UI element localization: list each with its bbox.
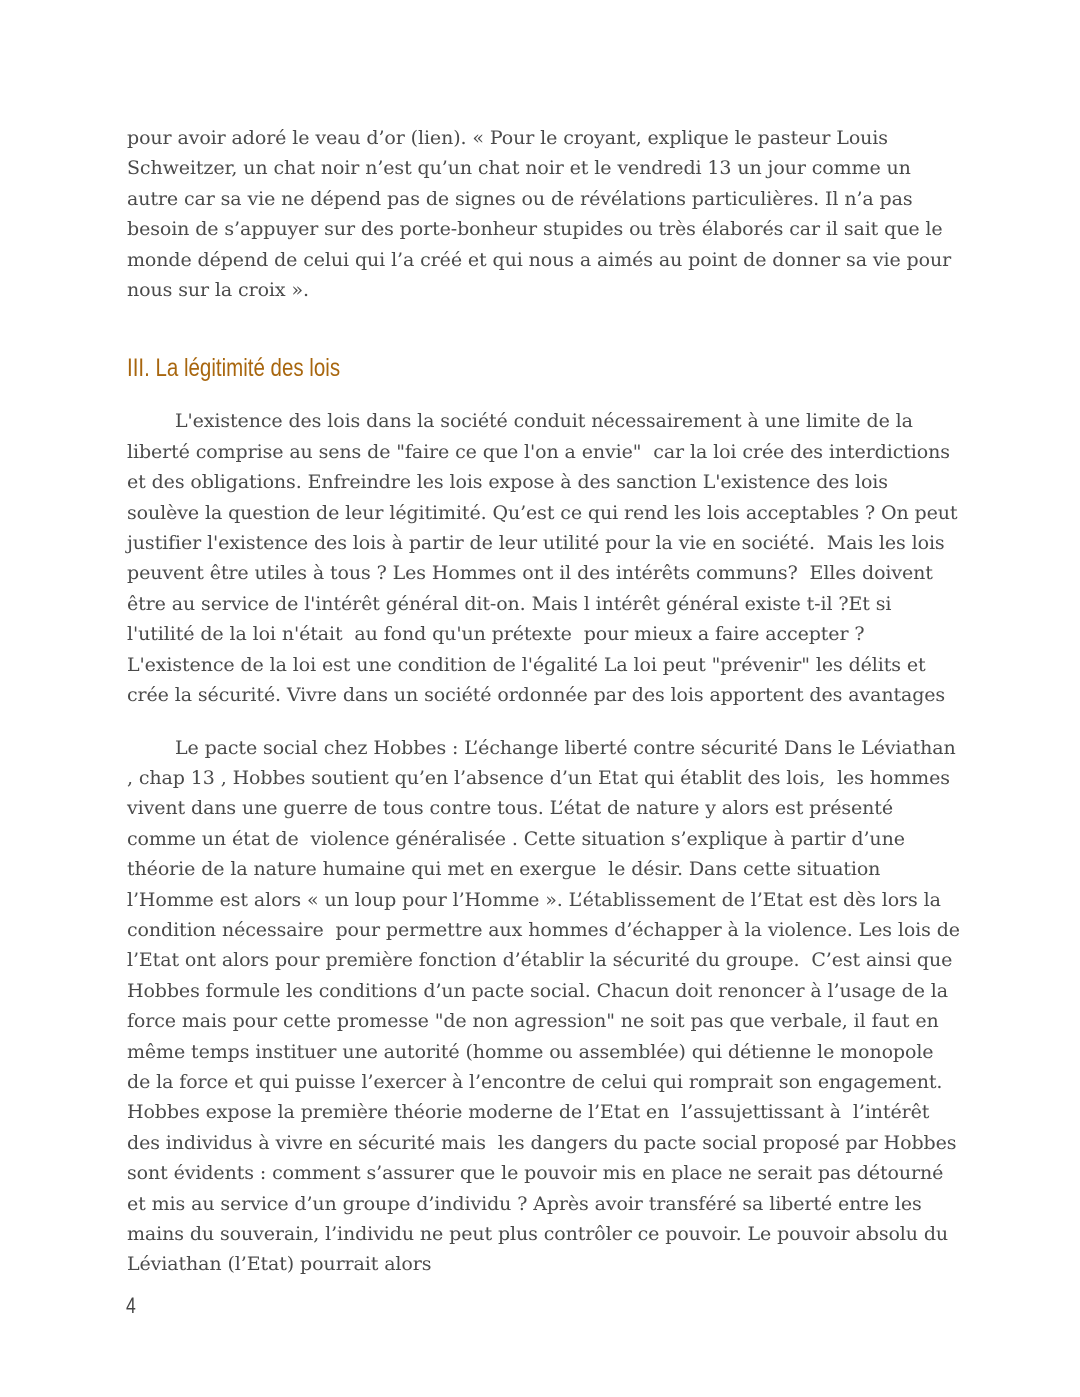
page-content (127, 123, 966, 1280)
spacer (127, 385, 962, 406)
section-heading: III. La légitimité des lois (127, 354, 341, 383)
spacer (127, 711, 962, 733)
paragraph-continued: pour avoir adoré le veau d’or (lien). « Pour le croyant, explique le pasteur Louis Schweitzer, un chat noir n’est qu’un chat noir et le vendredi 13 un jour comme un autre car sa vie ne dépend pas de signes ou de révélations particulières. Il n’a pas besoin de s’appuyer sur des porte-bonheur stupides ou très élaborés car il sait que le monde dépend de celui qui l’a créé et qui nous a aimés au point de donner sa vie pour nous sur la croix ». (127, 127, 958, 302)
paragraph-lois: L'existence des lois dans la société conduit nécessairement à une limite de la liberté comprise au sens de "faire ce que l'on a envie" car la loi crée des interdictions et des obligations. Enfreindre les lois expose à des sanction L'existence des lois soulève la question de leur légitimité. Qu’est ce qui rend les lois acceptables ? On peut justifier l'existence des lois à partir de leur utilité pour la vie en société. Mais les lois peuvent être utiles à tous ? Les Hommes ont il des intérêts communs? Elles doivent être au service de l'intérêt général dit-on. Mais l intérêt général existe t-il ?Et si l'utilité de la loi n'était au fond qu'un prétexte pour mieux a faire accepter ? L'existence de la loi est une condition de l'égalité La loi peut "prévenir" les délits et crée la sécurité. Vivre dans un société ordonnée par des lois apportent des avantages (127, 410, 964, 707)
page-number: 4 (126, 1293, 136, 1318)
paragraph-hobbes: Le pacte social chez Hobbes : L’échange liberté contre sécurité Dans le Léviathan , chap 13 , Hobbes soutient qu’en l’absence d’un Etat qui établit des lois, les hommes vivent dans une guerre de tous contre tous. L’état de nature y alors est présenté comme un état de violence généralisée . Cette situation s’explique à partir d’une théorie de la nature humaine qui met en exergue le désir. Dans cette situation l’Homme est alors « un loup pour l’Homme ». L’établissement de l’Etat est dès lors la condition nécessaire pour permettre aux hommes d’échapper à la violence. Les lois de l’Etat ont alors pour première fonction d’établir la sécurité du groupe. C’est ainsi que Hobbes formule les conditions d’un pacte social. Chacun doit renoncer à l’usage de la force mais pour cette promesse "de non agression" ne soit pas que verbale, il faut en même temps instituer une autorité (homme ou assemblée) qui détienne le monopole de la force et qui puisse l’exercer à l’encontre de celui qui romprait son engagement. Hobbes expose la première théorie moderne de l’Etat en l’assujettissant à l’intérêt des individus à vivre en sécurité mais les dangers du pacte social proposé par Hobbes sont évidents : comment s’assurer que le pouvoir mis en place ne serait pas détourné et mis au service d’un groupe d’individu ? Après avoir transféré sa liberté entre les mains du souverain, l’individu ne peut plus contrôler ce pouvoir. Le pouvoir absolu du Léviathan (l’Etat) pourrait alors (127, 736, 966, 1276)
spacer (127, 305, 962, 351)
